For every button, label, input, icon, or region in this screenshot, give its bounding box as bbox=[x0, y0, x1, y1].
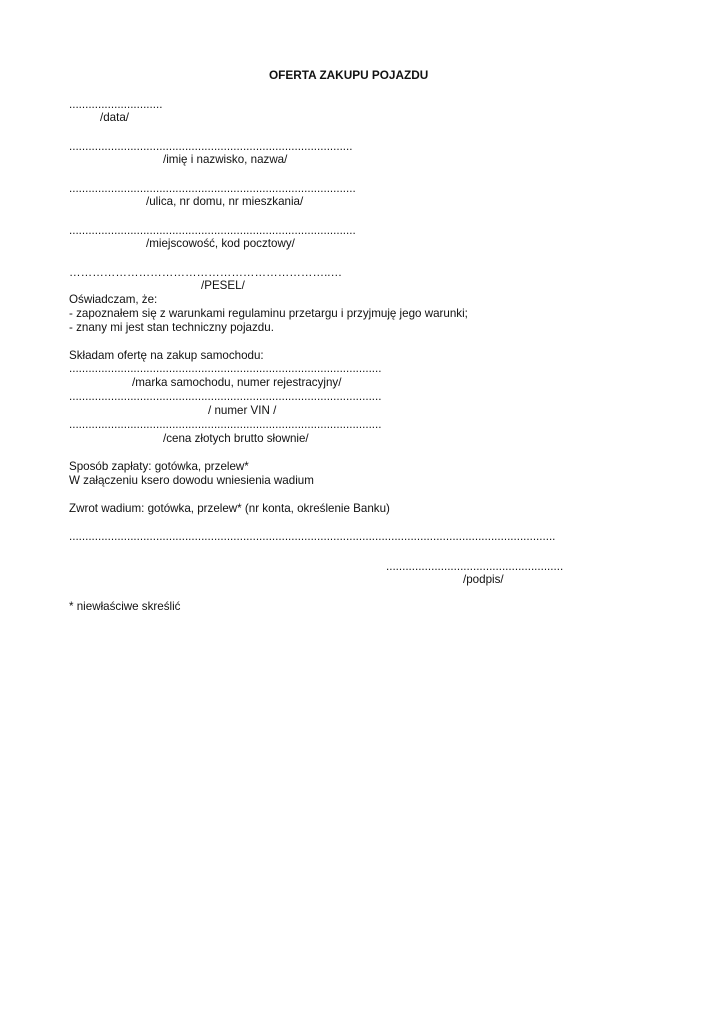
declaration-heading: Oświadczam, że: bbox=[69, 293, 158, 306]
car-make-label: /marka samochodu, numer rejestracyjny/ bbox=[132, 376, 342, 389]
name-label: /imię i nazwisko, nazwa/ bbox=[163, 153, 288, 166]
name-dots: ........................................................................................ bbox=[69, 140, 353, 153]
declaration-line-2: - znany mi jest stan techniczny pojazdu. bbox=[69, 321, 274, 334]
document-title: OFERTA ZAKUPU POJAZDU bbox=[269, 68, 429, 82]
pesel-label: /PESEL/ bbox=[201, 279, 245, 292]
signature-label: /podpis/ bbox=[463, 573, 504, 586]
deposit-attachment-note: W załączeniu ksero dowodu wniesienia wadium bbox=[69, 474, 314, 487]
price-label: /cena złotych brutto słownie/ bbox=[163, 432, 309, 445]
date-label: /data/ bbox=[100, 111, 130, 124]
deposit-refund: Zwrot wadium: gotówka, przelew* (nr konta, określenie Banku) bbox=[69, 502, 390, 515]
vin-dots: ................................................................................................. bbox=[69, 390, 382, 403]
signature-dots: ....................................................... bbox=[386, 560, 564, 573]
car-make-dots: ................................................................................................. bbox=[69, 362, 382, 375]
street-dots: ......................................................................................... bbox=[69, 182, 356, 195]
footnote: * niewłaściwe skreślić bbox=[69, 600, 181, 613]
price-dots: ................................................................................................. bbox=[69, 418, 382, 431]
city-dots: ......................................................................................... bbox=[69, 224, 356, 237]
offer-heading: Składam ofertę na zakup samochodu: bbox=[69, 349, 264, 362]
street-label: /ulica, nr domu, nr mieszkania/ bbox=[146, 195, 304, 208]
declaration-line-1: - zapoznałem się z warunkami regulaminu przetargu i przyjmuję jego warunki; bbox=[69, 307, 468, 320]
date-dots: ............................. bbox=[69, 98, 163, 111]
refund-account-dots: ....................................................................................................................................................... bbox=[69, 530, 556, 543]
pesel-dots: …………………………………………………………..… bbox=[69, 266, 343, 279]
vin-label: / numer VIN / bbox=[208, 404, 277, 417]
payment-method: Sposób zapłaty: gotówka, przelew* bbox=[69, 460, 249, 473]
city-label: /miejscowość, kod pocztowy/ bbox=[146, 237, 295, 250]
